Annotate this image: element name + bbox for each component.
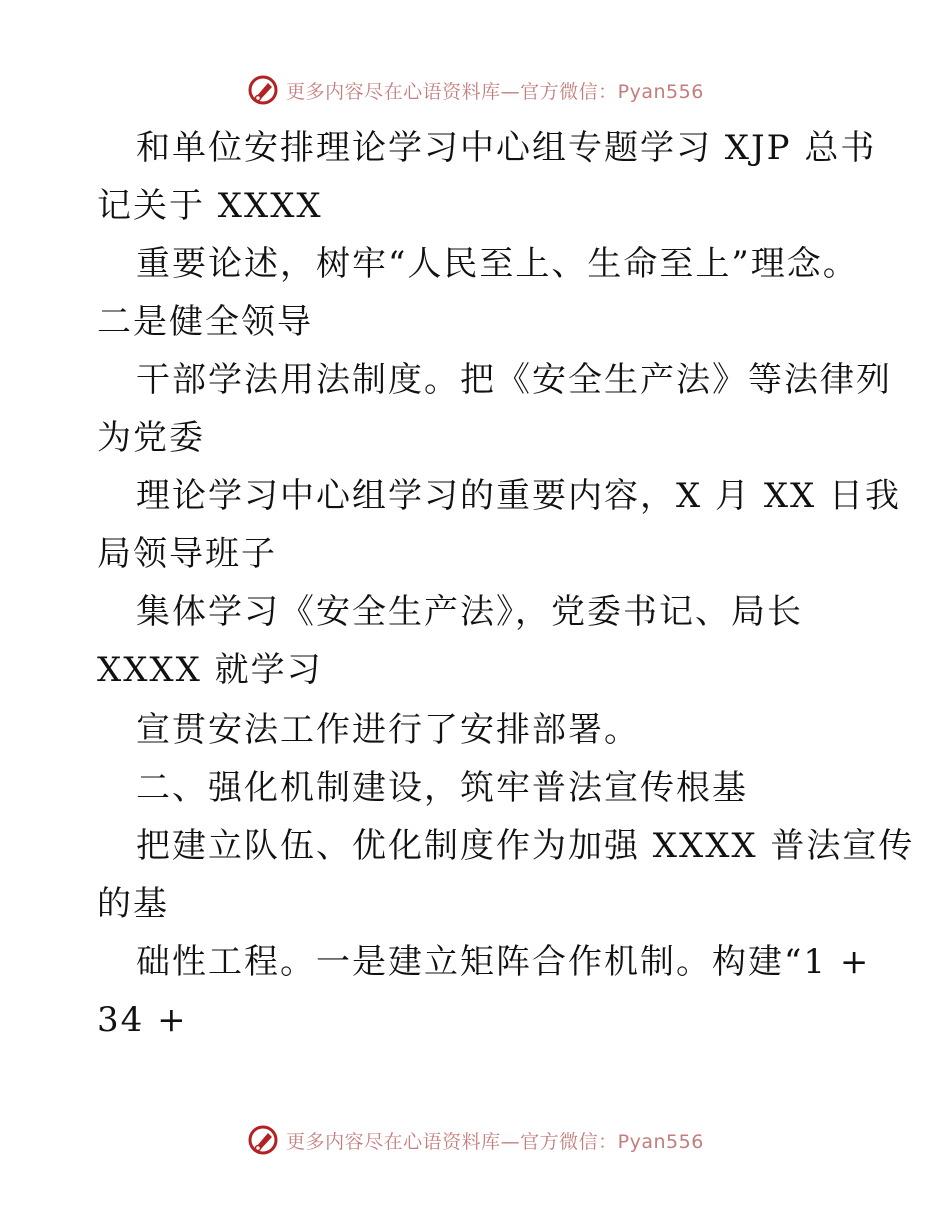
paragraph-line: 34 + bbox=[97, 1000, 188, 1040]
paragraph-line: 的基 bbox=[97, 884, 169, 924]
paragraph-line: 局领导班子 bbox=[97, 534, 277, 574]
paragraph-line: 干部学法用法制度。把《安全生产法》等法律列 bbox=[136, 360, 892, 400]
paragraph-line: 记关于 XXXX bbox=[97, 186, 323, 226]
paragraph-line: 宣贯安法工作进行了安排部署。 bbox=[136, 710, 640, 750]
paragraph-line: 为党委 bbox=[97, 418, 205, 458]
paragraph-line: 和单位安排理论学习中心组专题学习 XJP 总书 bbox=[136, 128, 877, 168]
paragraph-line: 二是健全领导 bbox=[97, 302, 313, 342]
paragraph-line: 把建立队伍、优化制度作为加强 XXXX 普法宣传 bbox=[136, 826, 915, 866]
paragraph-line: 集体学习《安全生产法》，党委书记、局长 bbox=[136, 592, 803, 632]
section-heading: 二、强化机制建设，筑牢普法宣传根基 bbox=[136, 768, 748, 808]
paragraph-line: 重要论述，树牢“人民至上、生命至上”理念。 bbox=[136, 244, 859, 284]
paragraph-line: XXXX 就学习 bbox=[97, 650, 323, 690]
paragraph-line: 理论学习中心组学习的重要内容，X 月 XX 日我 bbox=[136, 476, 902, 516]
pen-nib-logo-icon bbox=[246, 1123, 280, 1157]
footer-banner bbox=[0, 1120, 950, 1160]
banner-text: 更多内容尽在心语资料库—官方微信：Pyan556 bbox=[286, 1130, 704, 1153]
banner-text: 更多内容尽在心语资料库—官方微信：Pyan556 bbox=[286, 80, 704, 103]
paragraph-line: 础性工程。一是建立矩阵合作机制。构建“1 + bbox=[136, 942, 871, 982]
